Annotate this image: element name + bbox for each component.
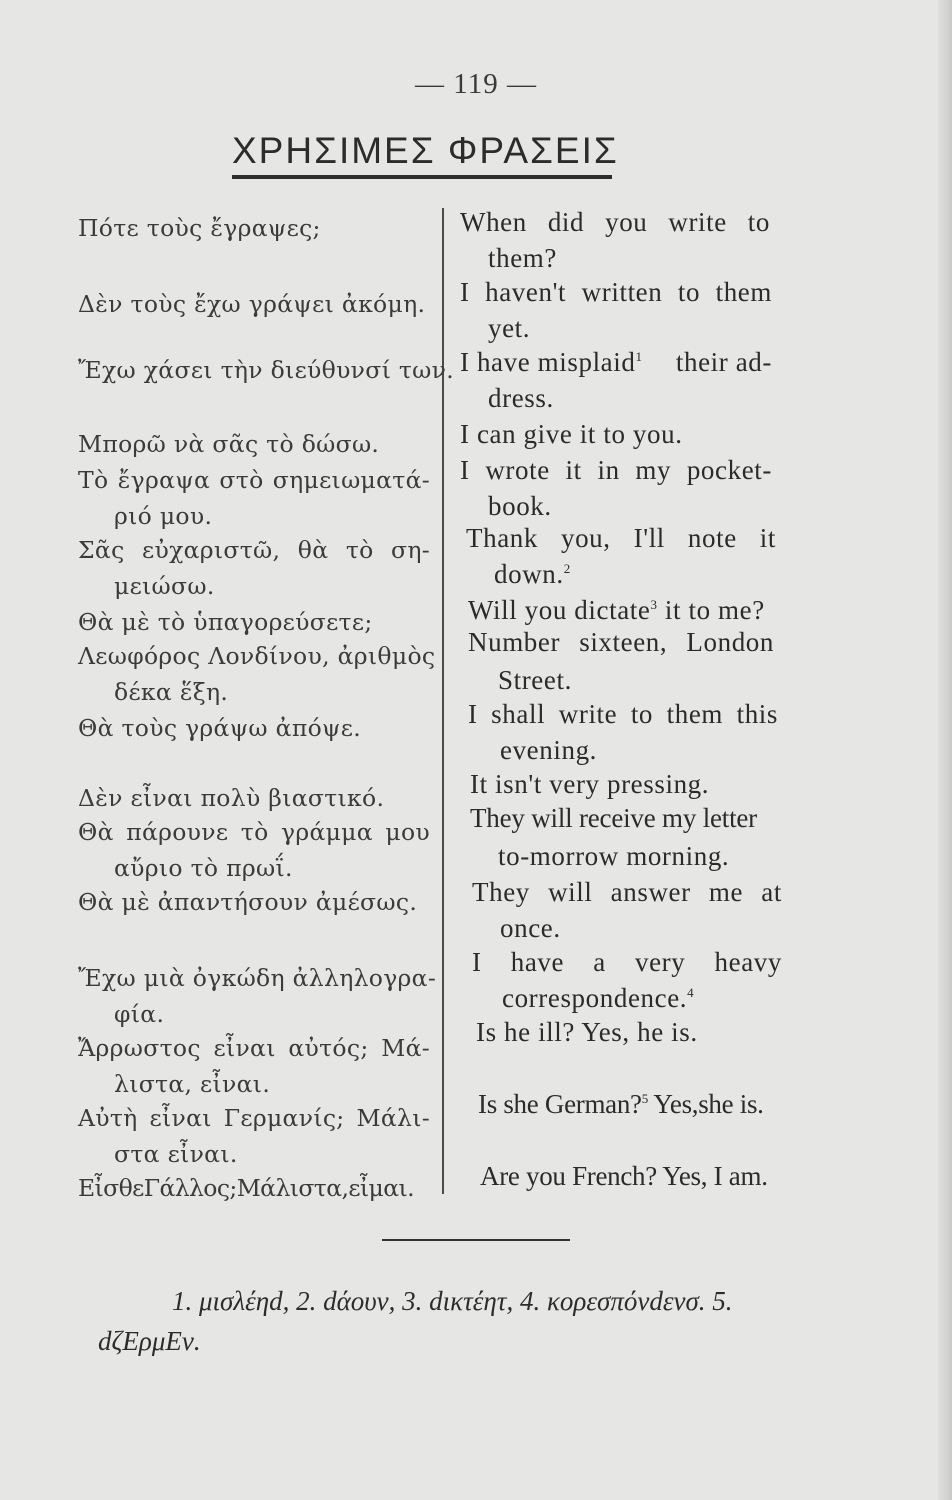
english-line: It isn't very pressing.	[470, 769, 710, 799]
greek-line: Λεωφόρος Λονδίνου, ἀριθμὸς	[78, 642, 436, 670]
english-line: them?	[488, 243, 557, 273]
page-number: — 119 —	[415, 68, 537, 100]
greek-line: μειώσω.	[114, 572, 215, 600]
greek-line: Θὰ τοὺς γράψω ἀπόψε.	[78, 714, 361, 742]
greek-line: Θὰ μὲ τὸ ὑπαγορεύσετε;	[78, 608, 373, 636]
greek-line: Ἔχω χάσει τὴν διεύθυνσί των.	[78, 356, 455, 384]
greek-line: ΕἶσθεΓάλλος;Μάλιστα,εἶμαι.	[78, 1174, 414, 1202]
english-line: yet.	[488, 313, 531, 343]
english-line: Street.	[498, 665, 572, 695]
greek-line: Δὲν τοὺς ἔχω γράψει ἀκόμη.	[78, 290, 426, 318]
english-line	[502, 982, 694, 1014]
english-line: once.	[500, 913, 561, 943]
english-line: dress.	[488, 383, 554, 413]
greek-line: Σᾶς εὐχαριστῶ, θὰ τὸ ση-	[78, 536, 430, 564]
english-line-text: it to me?	[657, 595, 765, 625]
greek-line: φία.	[114, 1000, 165, 1028]
english-line-text: Will you dictate	[468, 595, 651, 625]
greek-line: ριό μου.	[114, 502, 213, 530]
footnote-mark: 5	[641, 1091, 648, 1106]
greek-line: λιστα, εἶναι.	[114, 1070, 271, 1098]
english-line-text: their ad-	[675, 347, 772, 377]
english-line: Thank you, I'll note it	[466, 523, 776, 553]
english-line: They will receive my letter	[470, 803, 757, 833]
greek-line: Αὐτὴ εἶναι Γερμανίς; Μάλι-	[78, 1104, 430, 1132]
greek-line: Ἄρρωστος εἶναι αὐτός; Μά-	[78, 1034, 430, 1062]
english-line-text: Is she German?	[478, 1089, 642, 1119]
english-line: Are you French? Yes, I am.	[480, 1161, 768, 1191]
english-line: When did you write to	[460, 207, 770, 237]
greek-line: Θὰ μὲ ἀπαντήσουν ἀμέσως.	[78, 888, 418, 916]
greek-line: δέκα ἕξη.	[114, 678, 229, 706]
greek-line: Μπορῶ νὰ σᾶς τὸ δώσω.	[78, 430, 380, 458]
greek-line: στα εἶναι.	[114, 1140, 238, 1168]
english-line: I have a very heavy	[472, 947, 782, 977]
english-line: Is he ill? Yes, he is.	[476, 1017, 698, 1047]
english-line-text: I have misplaid	[460, 347, 636, 377]
section-title: ΧΡΗΣΙΜΕΣ ΦΡΑΣΕΙΣ	[232, 130, 612, 179]
english-line: evening.	[500, 735, 598, 765]
greek-line: Πότε τοὺς ἔγραψες;	[78, 214, 321, 242]
greek-line: Τὸ ἔγραψα στὸ σημειωματά-	[78, 466, 430, 494]
footnote-separator	[382, 1239, 570, 1241]
english-line: book.	[488, 491, 552, 521]
english-line	[478, 1088, 764, 1120]
english-line-text: down.	[494, 559, 564, 589]
english-line: They will answer me at	[472, 877, 782, 907]
english-line: Number sixteen, London	[468, 627, 774, 657]
english-line: I shall write to them this	[468, 699, 778, 729]
english-line	[494, 558, 571, 590]
english-line: I wrote it in my pocket-	[460, 455, 772, 485]
english-line-text: Yes,she is.	[647, 1089, 764, 1119]
english-line	[468, 594, 765, 626]
footnote-mark: 4	[687, 985, 695, 1000]
english-line-text: correspondence.	[502, 983, 688, 1013]
english-line: I haven't written to them	[460, 277, 772, 307]
greek-line: αὔριο τὸ πρωΐ.	[114, 854, 293, 882]
footnote-line: dζΕρμΕν.	[98, 1326, 201, 1356]
greek-line: Δὲν εἶναι πολὺ βιαστικό.	[78, 784, 385, 812]
page-edge	[938, 0, 952, 1500]
english-line: to-morrow morning.	[498, 841, 730, 871]
footnote-mark: 3	[650, 597, 658, 612]
greek-line: Θὰ πάρουνε τὸ γράμμα μου	[78, 818, 430, 846]
footnote-line: 1. μισλέηd, 2. dάουν, 3. dικτέητ, 4. κορεσπόνdενσ. 5.	[172, 1286, 733, 1316]
english-line	[460, 346, 772, 378]
footnote-mark: 1	[635, 349, 643, 364]
greek-line: Ἔχω μιὰ ὀγκώδη ἀλληλογρα-	[78, 964, 437, 992]
footnote-mark: 2	[563, 561, 571, 576]
english-line: I can give it to you.	[460, 419, 683, 449]
